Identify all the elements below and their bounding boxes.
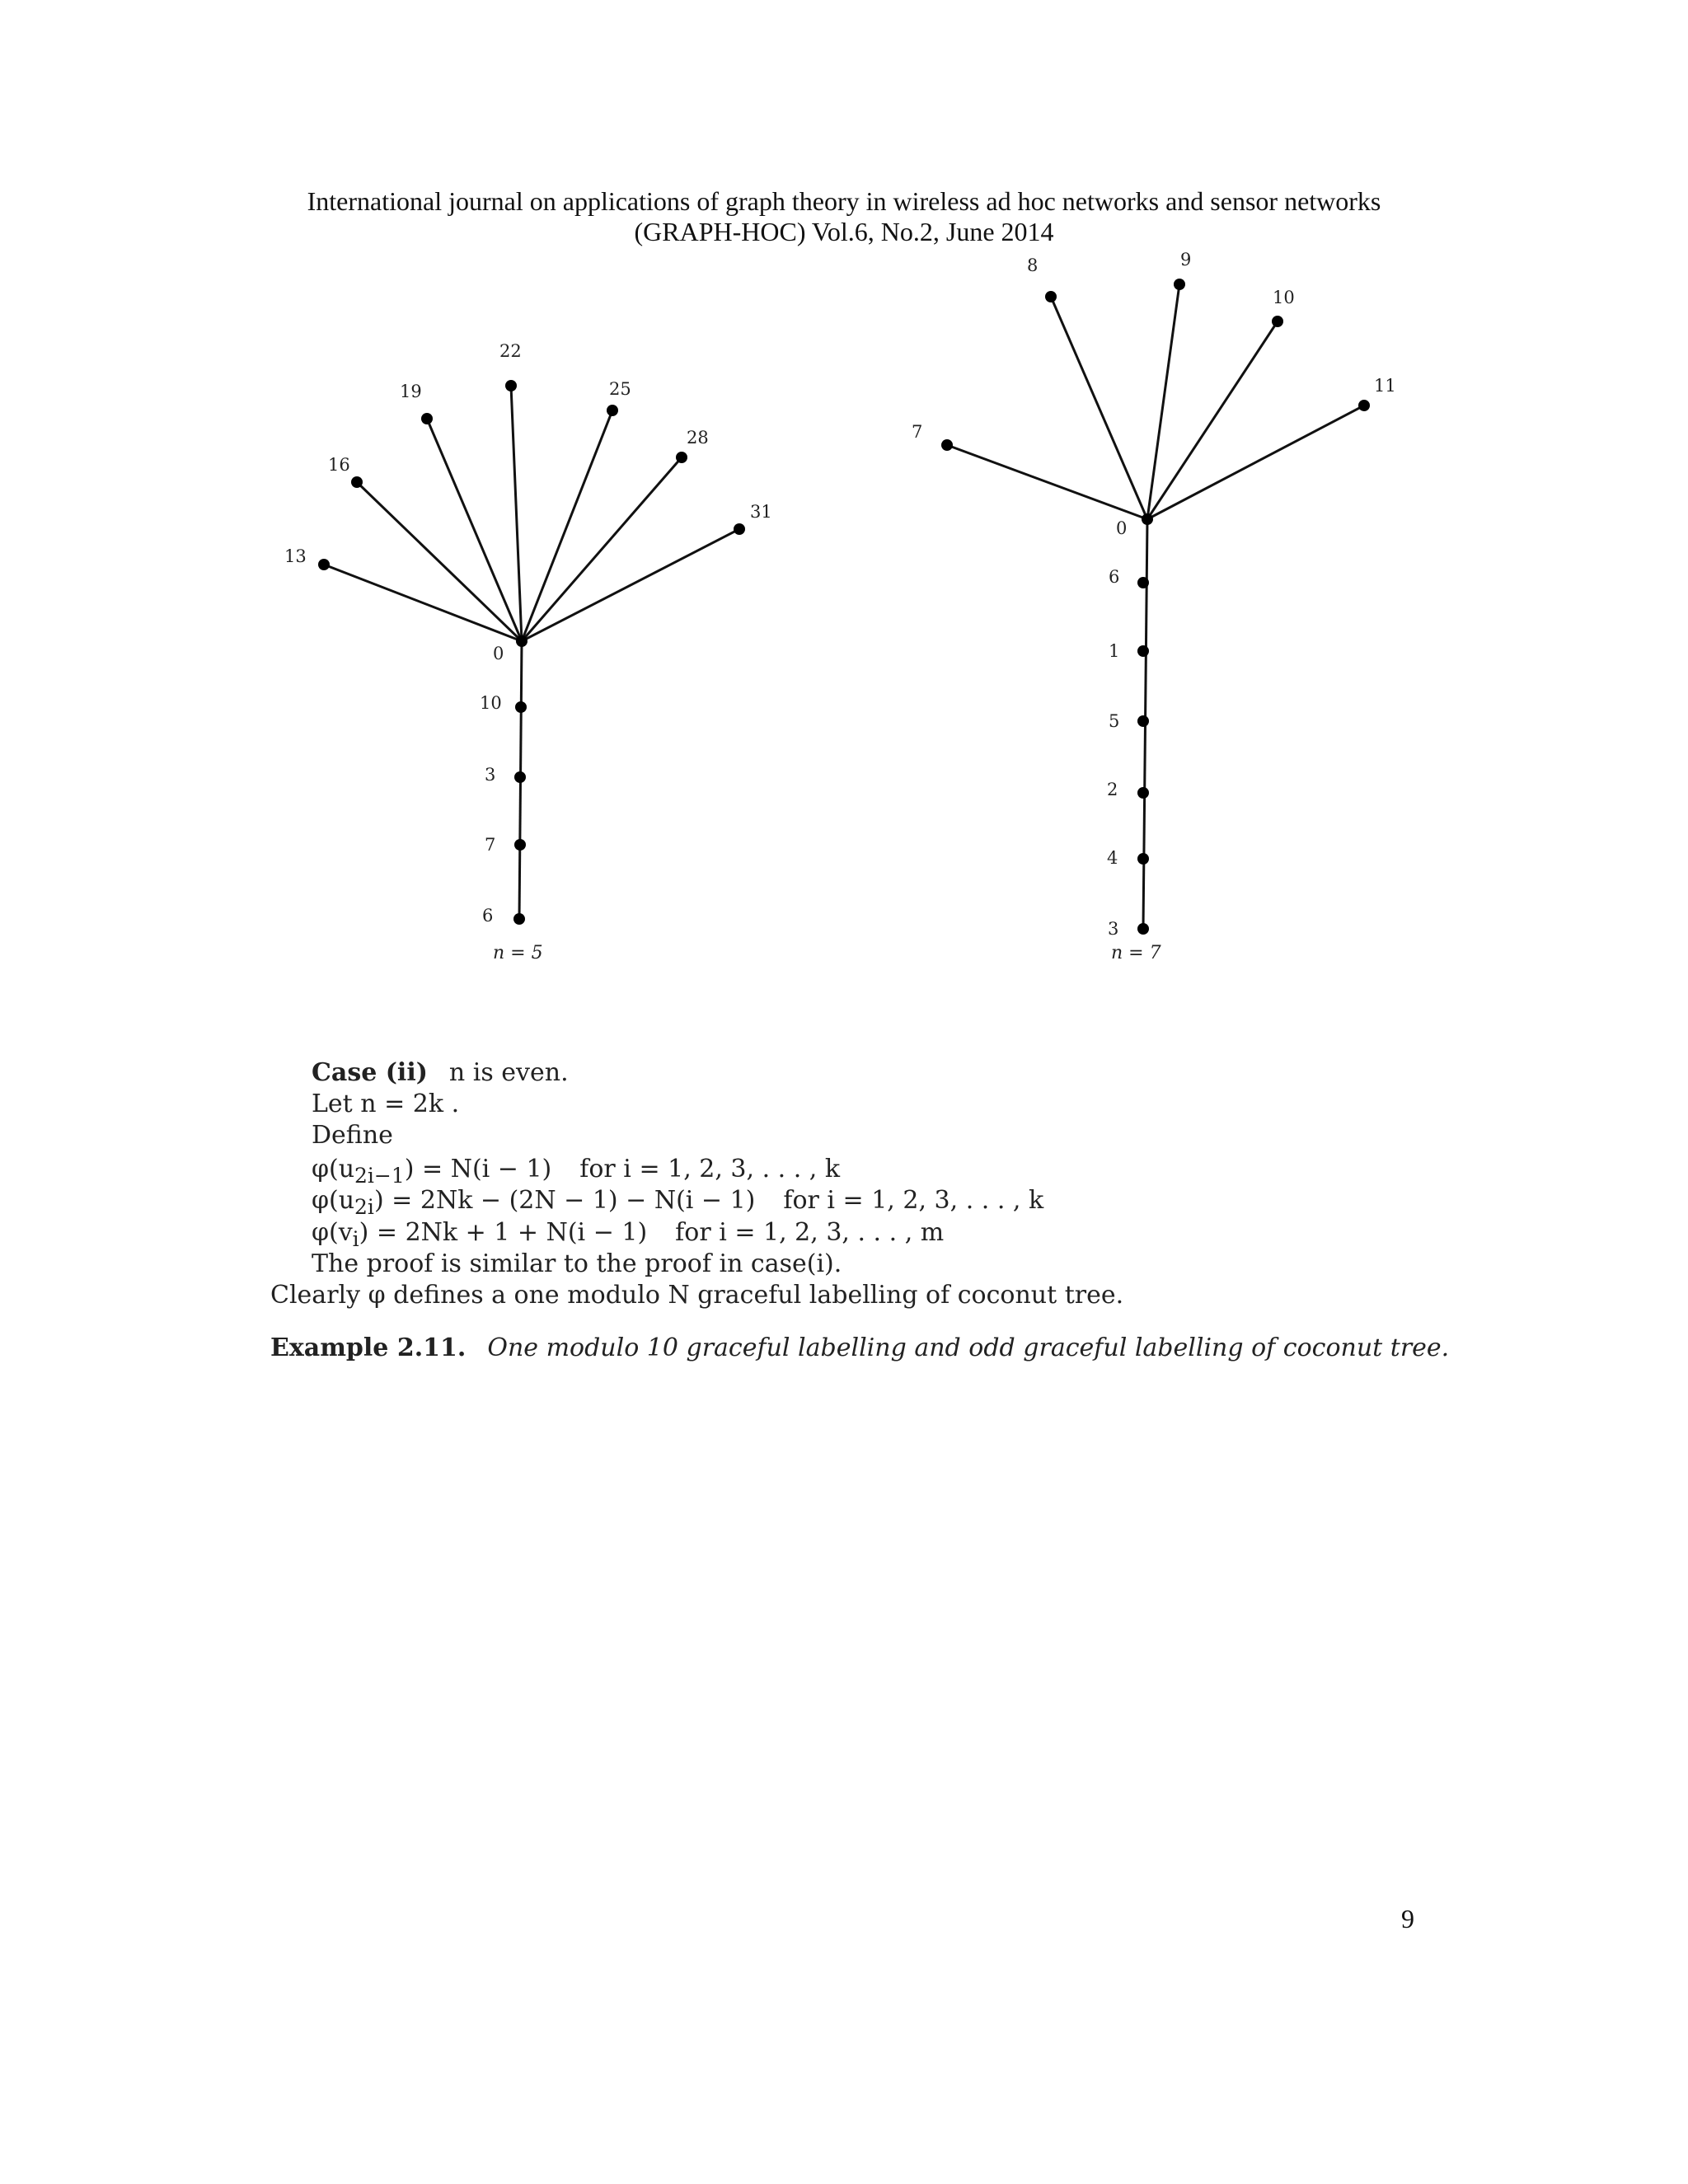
left-edge-19	[427, 419, 522, 641]
right-stem-1	[1137, 645, 1149, 657]
right-leaf-label-7: 7	[912, 422, 923, 442]
left-leaf-16	[351, 476, 363, 488]
left-edge-22	[511, 386, 522, 641]
left-leaf-28	[676, 452, 687, 463]
left-edge-28	[522, 457, 682, 641]
left-leaf-13	[318, 559, 330, 570]
eq2-subscript: 2i	[354, 1195, 374, 1219]
right-stem-label-3: 3	[1108, 919, 1119, 939]
left-stem-label-10: 10	[480, 693, 502, 713]
right-edge-7	[947, 445, 1147, 519]
right-leaf-label-9: 9	[1180, 250, 1192, 269]
left-leaf-label-22: 22	[499, 341, 522, 361]
right-root	[1142, 513, 1153, 525]
left-leaf-label-31: 31	[750, 502, 772, 522]
left-leaf-25	[607, 405, 618, 416]
right-leaf-7	[941, 439, 953, 451]
eq1-lhs: φ(u	[312, 1155, 355, 1183]
left-leaf-19	[421, 413, 433, 424]
right-stem-2	[1137, 787, 1149, 799]
left-leaf-label-25: 25	[609, 379, 631, 399]
proof-line: The proof is similar to the proof in case(i).	[312, 1249, 842, 1278]
right-stem-5	[1137, 715, 1149, 727]
left-stem-label-3: 3	[485, 765, 496, 785]
example-title: Example 2.11.	[270, 1333, 467, 1362]
let-line: Let n = 2k .	[312, 1090, 460, 1118]
right-edge-8	[1051, 297, 1147, 519]
left-stem-10	[515, 701, 527, 713]
right-stem-3	[1137, 923, 1149, 935]
right-leaf-8	[1045, 291, 1057, 302]
left-leaf-label-19: 19	[400, 382, 422, 401]
right-stem-label-2: 2	[1107, 780, 1118, 799]
left-caption: n = 5	[493, 943, 543, 963]
clearly-line: Clearly φ defines a one modulo N graceful labelling of coconut tree.	[270, 1281, 1124, 1310]
case-ii-line	[312, 1057, 569, 1089]
right-stem-4	[1137, 853, 1149, 865]
left-leaf-31	[734, 523, 745, 535]
right-edge-9	[1147, 284, 1179, 519]
eq3-subscript: i	[352, 1227, 359, 1251]
left-stem-7	[514, 839, 526, 851]
eq2-lhs: φ(u	[312, 1186, 355, 1215]
eq3-lhs: φ(v	[312, 1218, 353, 1247]
right-stem-6	[1137, 577, 1149, 588]
left-edge-31	[522, 529, 739, 641]
left-leaf-label-16: 16	[328, 455, 350, 475]
eq1-rhs: ) = N(i − 1)	[404, 1155, 552, 1183]
right-stem-label-1: 1	[1109, 641, 1120, 661]
right-edge-11	[1147, 405, 1364, 519]
left-stem-6	[513, 913, 525, 925]
left-leaf-22	[505, 380, 517, 391]
left-tree	[284, 341, 772, 963]
left-stem-3	[514, 771, 526, 783]
left-edge-13	[324, 565, 522, 641]
right-caption: n = 7	[1111, 943, 1161, 963]
right-stem-label-6: 6	[1109, 567, 1120, 587]
eq3-condition: for i = 1, 2, 3, . . . , m	[675, 1218, 945, 1247]
right-leaf-10	[1272, 316, 1283, 327]
journal-header-line-2: (GRAPH-HOC) Vol.6, No.2, June 2014	[634, 217, 1054, 246]
right-leaf-label-8: 8	[1027, 255, 1039, 275]
right-leaf-11	[1358, 400, 1370, 411]
eq1-subscript: 2i−1	[354, 1164, 405, 1188]
define-line: Define	[312, 1121, 393, 1150]
page-number: 9	[1401, 1904, 1414, 1933]
right-stem-label-5: 5	[1109, 711, 1120, 731]
eq1-condition: for i = 1, 2, 3, . . . , k	[579, 1155, 841, 1183]
left-root	[516, 635, 528, 647]
right-leaf-label-11: 11	[1374, 376, 1396, 396]
example-line	[270, 1333, 1449, 1364]
left-leaf-label-13: 13	[284, 546, 307, 566]
eq2-condition: for i = 1, 2, 3, . . . , k	[783, 1186, 1044, 1215]
case-ii-text: n is even.	[448, 1058, 569, 1087]
journal-header-line-1: International journal on applications of graph theory in wireless ad hoc networks and sensor networks	[307, 186, 1381, 216]
case-ii-title: Case (ii)	[312, 1058, 428, 1087]
right-root-label: 0	[1116, 518, 1128, 538]
left-edge-16	[357, 482, 522, 641]
left-leaf-label-28: 28	[687, 428, 709, 448]
eq2-rhs: ) = 2Nk − (2N − 1) − N(i − 1)	[373, 1186, 756, 1215]
right-leaf-9	[1174, 279, 1185, 290]
coconut-tree-figures	[0, 0, 1688, 989]
right-leaf-label-10: 10	[1273, 288, 1295, 307]
right-edge-10	[1147, 321, 1278, 519]
right-stem-label-4: 4	[1107, 848, 1118, 868]
eq3-rhs: ) = 2Nk + 1 + N(i − 1)	[359, 1218, 648, 1247]
left-stem-label-7: 7	[485, 835, 496, 855]
left-root-label: 0	[493, 644, 504, 663]
example-text: One modulo 10 graceful labelling and odd graceful labelling of coconut tree.	[487, 1333, 1450, 1362]
left-stem-label-6: 6	[482, 906, 494, 926]
left-edge-25	[522, 410, 612, 641]
right-tree	[912, 250, 1396, 963]
